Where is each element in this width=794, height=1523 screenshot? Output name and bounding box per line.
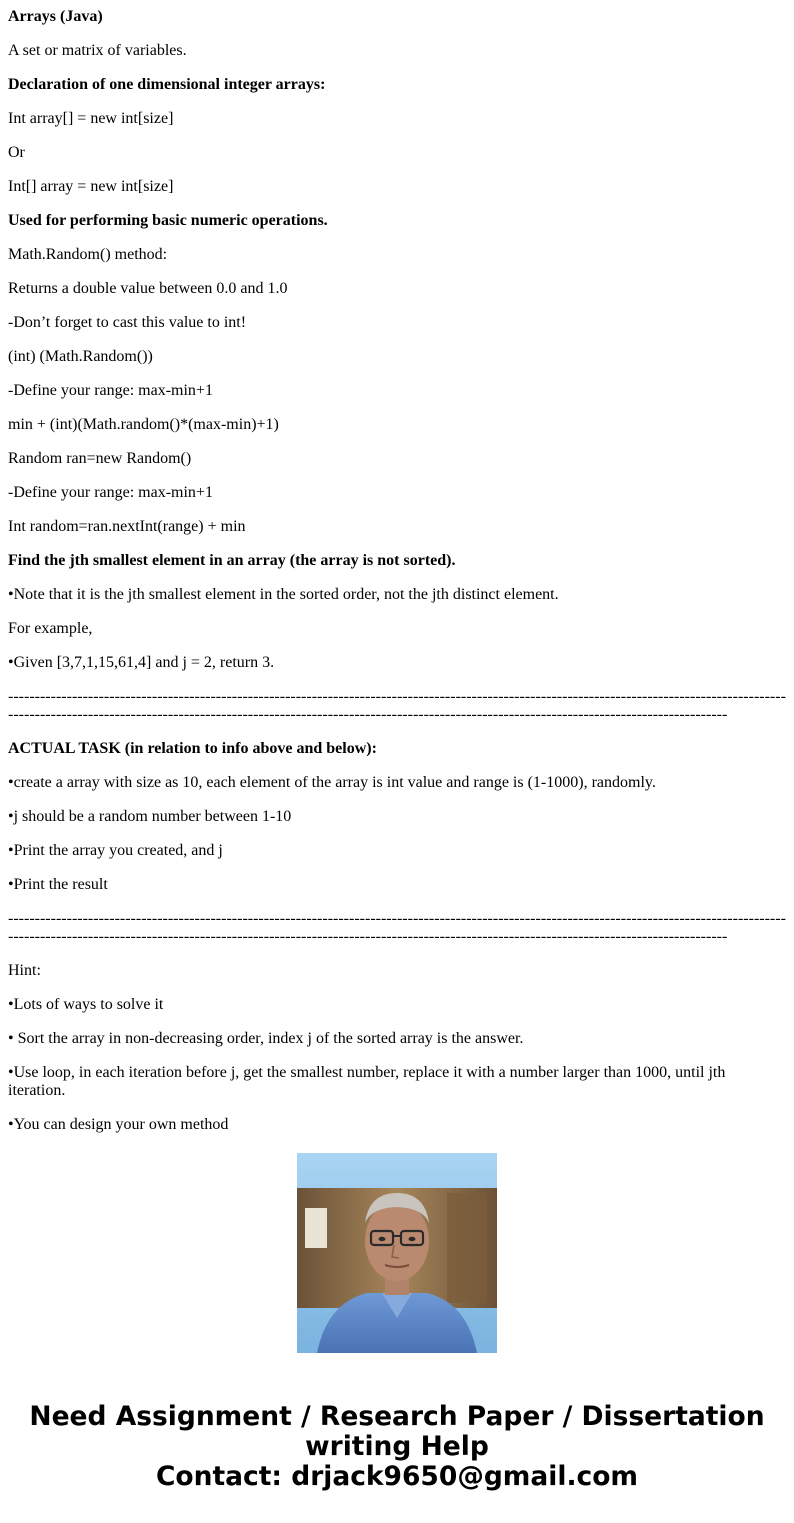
text-line: •Print the array you created, and j [8,842,223,859]
author-photo [297,1153,497,1353]
section-heading: Arrays (Java) [8,8,103,25]
portrait-image [297,1153,497,1353]
section-heading: Used for performing basic numeric operations. [8,212,328,229]
section-heading: Find the jth smallest element in an array (the array is not sorted). [8,552,456,569]
text-line: Int array[] = new int[size] [8,110,174,127]
text-line: •You can design your own method [8,1116,229,1133]
text-line: •Use loop, in each iteration before j, get the smallest number, replace it with a number larger than 1000, until jth iteration. [8,1064,726,1099]
separator-line: ----------------------------------------------------------------------------------------------------------------------------------------------------------------------------------------------------------------------------------------------------------------------------------------- [8,910,786,945]
promo-line-1: Need Assignment / Research Paper / Dissertation [29,1401,765,1432]
text-line: • Sort the array in non-decreasing order, index j of the sorted array is the answer. [8,1030,524,1047]
text-line: •Given [3,7,1,15,61,4] and j = 2, return 3. [8,654,275,671]
text-line: (int) (Math.Random()) [8,348,153,365]
text-line: Returns a double value between 0.0 and 1.0 [8,280,288,297]
section-heading: ACTUAL TASK (in relation to info above and below): [8,740,377,757]
text-line: Random ran=new Random() [8,450,192,467]
text-line: For example, [8,620,93,637]
text-line: -Define your range: max-min+1 [8,484,213,501]
text-line: Int[] array = new int[size] [8,178,174,195]
text-line: -Define your range: max-min+1 [8,382,213,399]
document-body [8,0,786,1133]
text-line: Int random=ran.nextInt(range) + min [8,518,246,535]
promo-banner [0,1402,794,1492]
text-line: •create a array with size as 10, each element of the array is int value and range is (1-1000), randomly. [8,774,656,791]
text-line: •j should be a random number between 1-10 [8,808,292,825]
text-line: Or [8,144,25,161]
text-line: A set or matrix of variables. [8,42,187,59]
section-heading: Declaration of one dimensional integer arrays: [8,76,326,93]
text-line: -Don’t forget to cast this value to int! [8,314,247,331]
text-line: Hint: [8,962,41,979]
promo-line-2: writing Help [305,1431,489,1462]
text-line: •Lots of ways to solve it [8,996,164,1013]
text-line: min + (int)(Math.random()*(max-min)+1) [8,416,279,433]
promo-line-3: Contact: drjack9650@gmail.com [155,1461,639,1492]
separator-line: ----------------------------------------------------------------------------------------------------------------------------------------------------------------------------------------------------------------------------------------------------------------------------------------- [8,688,786,723]
text-line: Math.Random() method: [8,246,168,263]
text-line: •Note that it is the jth smallest element in the sorted order, not the jth distinct element. [8,586,559,603]
text-line: •Print the result [8,876,108,893]
